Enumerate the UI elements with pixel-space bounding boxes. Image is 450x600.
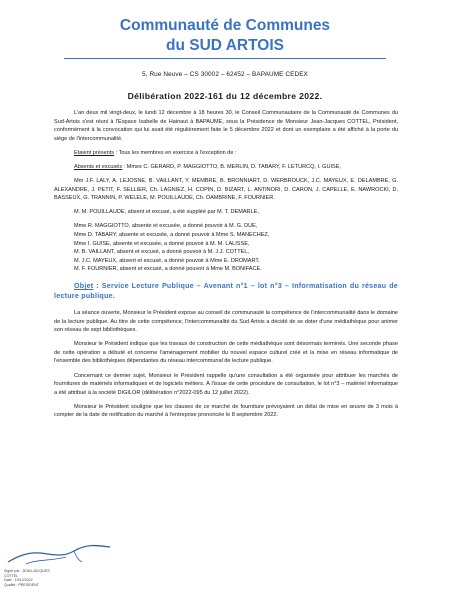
paragraph-2: Monsieur le Président indique que les travaux de construction de cette médiathèque sont désormais terminés. Une seconde phase de cette opération a débuté et concerne l'aménagement mobilier du nouvel espace culturel créé et la mise en réseau informatique de l'ensemble des bibliothèques dépendantes du réseau intercommunal de lecture publique. [54,341,398,365]
intro-paragraph: L'an deux mil vingt-deux, le lundi 12 décembre à 18 heures 30, le Conseil Communautaire de la Communauté de Communes du Sud-Artois s'est réuni à l'Espace Isabelle de Hainaut à BAPAUME, sous la Présidence de Monsieur Jean-Jacques COTTEL, Président, conformément à la convocation qui lui avait été régulièrement faite le 5 décembre 2022 et dont un exemplaire a été affiché à la porte du siège de l'intercommunalité. [54,110,398,142]
signed-by: Signé par : JEAN-JACQUES [4,569,50,573]
absents-list: Mm J.F. LALY, A. LEJOSNE, B. VAILLANT, Y. MEMBRE, B. BRONNIART, D. WERBROUCK, J.C. MAYEUX, E. DELAMBRE, G. ALEXANDRE, J. PETIT, F. SELLIER, Ch. LAGNIEZ, H. COPIN, D. BIZART, L. ANTINORI, D. CARON, J. CAPELLE, E. NAWROCKI, D. BASSEUX, G. TRANNIN, P. WELELE, M. POUILLAUDE, Ch. DAMBRINE, F. FOURNIER. [54,178,398,202]
objet-text: : Service Lecture Publique – Avenant n°1 – lot n°3 – Informatisation du réseau de lecture publique. [54,282,398,300]
pouvoir-item: M. B. VAILLANT, absent et excusé, a donné pouvoir à M. J.J. COTTEL, [74,249,250,256]
org-title-line1: Communauté de Communes [119,17,331,34]
signature-quality: Qualité : PRESIDENT [4,582,39,587]
pouvoir-item: M. F. FOURNIER, absent et excusé, a donné pouvoir à Mme M. BONIFACE. [74,266,262,273]
absents-label: Absents et excusés [74,163,123,170]
pouvoir-item: M. J.C. MAYEUX, absent et excusé, a donné pouvoir à Mme E. DROMART, [74,257,260,264]
signed-by-name: COTTEL [4,573,19,578]
signature-metadata [4,569,50,587]
paragraph-4: Monsieur le Président souligne que les clauses de ce marché de fourniture prévoyaient un délai de mise en œuvre de 3 mois à compter de la date de notification du marché à l'entreprise prononcée le 8 septembre 2022. [54,403,398,419]
absents-line [54,163,398,172]
suppleant-line: M. M. POUILLAUDE, absent et excusé, a été suppléé par M. T. DEMARLE, [74,209,259,216]
handwritten-signature [4,538,114,568]
header-rule [64,58,386,59]
pouvoir-item: Mme D. TABARY, absente et excusée, a donné pouvoir à Mme S. MANECHEZ, [74,232,270,239]
pouvoirs-list [54,222,398,274]
absents-text: : Mmes C. GERARD, P. MAGGIOTTO, B. MERLIN, D. TABARY, F. LETURCQ, I. GUISE, [122,163,341,170]
org-title-line2: du SUD ARTOIS [166,37,284,54]
presents-line [54,149,398,158]
address-line: 5, Rue Neuve – CS 30002 – 62452 – BAPAUME CEDEX [142,71,308,78]
objet-label: Objet [74,282,94,290]
paragraph-1: La séance ouverte, Monsieur le Président expose au conseil de communauté la compétence de l'intercommunalité dans le domaine de la lecture publique. Au titre de cette compétence, l'intercommunalité du Sud Artois a décidé de se doter d'une médiathèque pour animer son réseau de sept bibliothèques. [54,310,398,334]
organization-title [0,16,450,56]
pouvoir-item: Mme I. GUISE, absente et excusée, a donné pouvoir à M. M. LALISSE, [74,240,250,247]
signature-date: Date : 19/12/2022 [4,578,33,583]
objet-heading [54,281,398,301]
presents-label: Etaient présents [74,149,115,156]
pouvoir-item: Mme R. MAGGIOTTO, absente et excusée, a donné pouvoir à M. G. DUE, [74,223,258,230]
deliberation-title: Délibération 2022-161 du 12 décembre 2022. [127,91,323,101]
paragraph-3: Concernant ce dernier sujet, Monsieur le Président rappelle qu'une consultation a été organisée pour attribuer les marchés de fournitures de matériels informatiques et de logiciels métiers. À l'issue de cette procédure de consultation, le lot n°3 – matériel informatique a été attribué à la société DIGILOR (délibération n°2022-095 du 12 juillet 2022). [54,372,398,396]
presents-text: : Tous les membres en exercice à l'exception de : [114,149,237,156]
document-body [54,109,398,426]
